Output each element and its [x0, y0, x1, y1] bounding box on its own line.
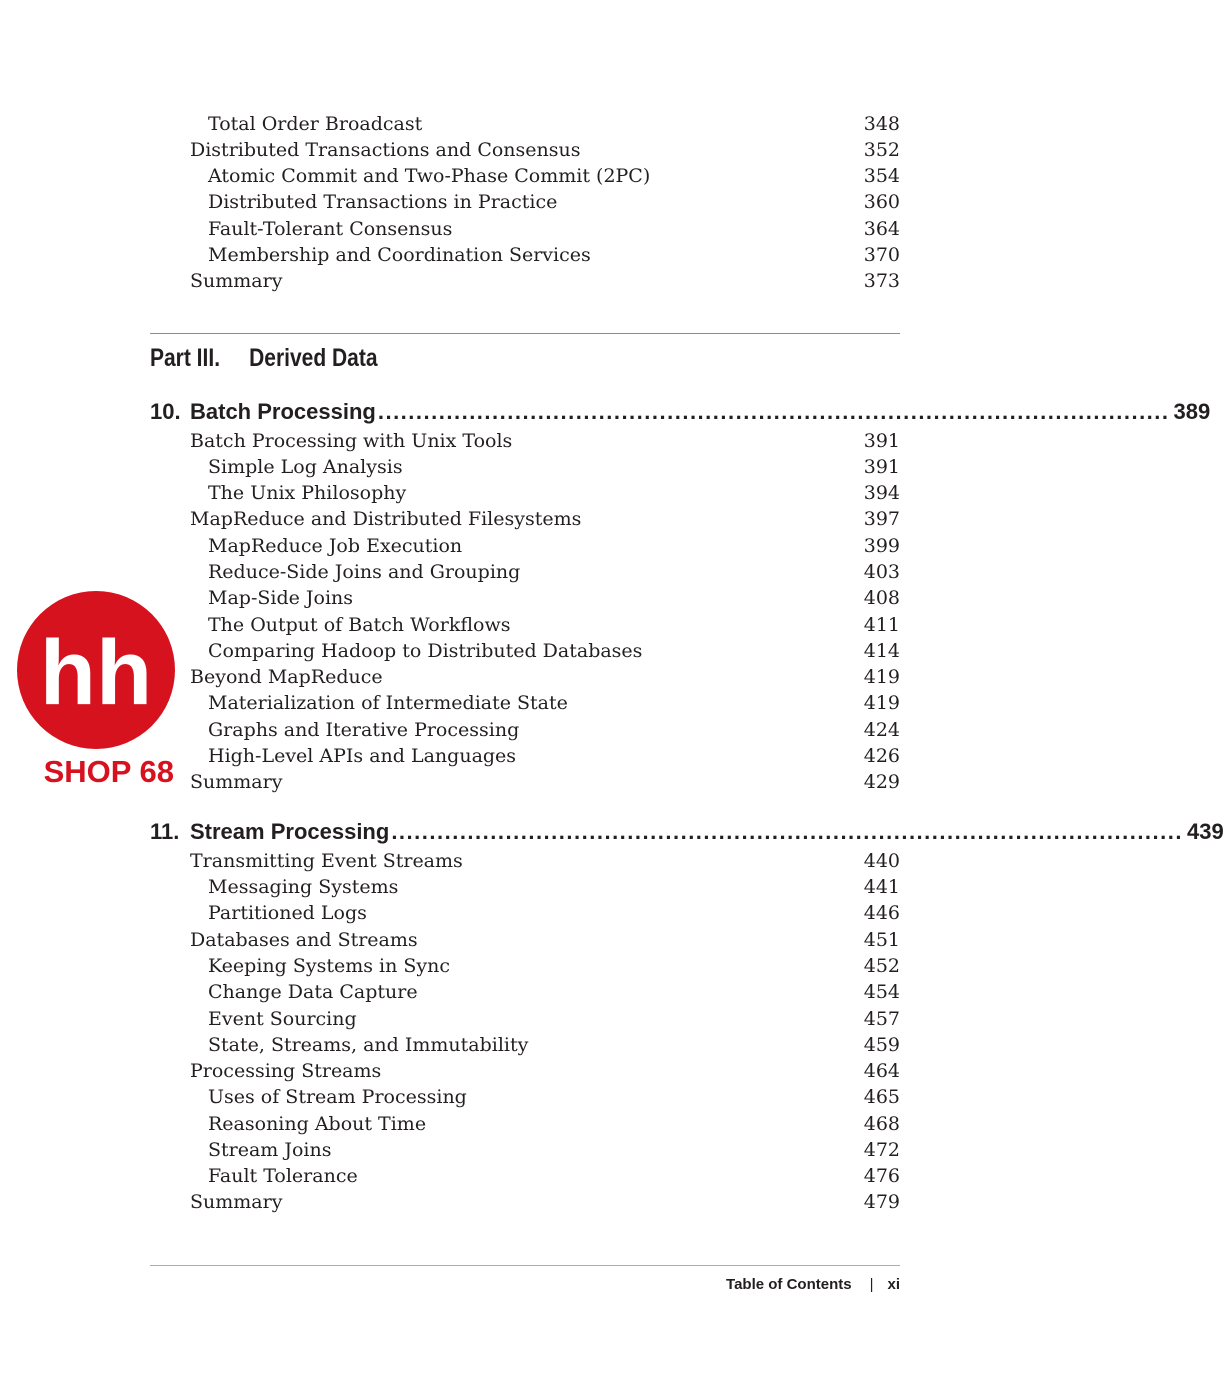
- toc-entry[interactable]: [150, 189, 900, 215]
- toc-entry[interactable]: [150, 1111, 900, 1137]
- toc-entry[interactable]: [150, 533, 900, 559]
- entry-page: 459: [863, 1034, 900, 1056]
- entry-title: Summary: [190, 771, 283, 793]
- part-heading: [150, 340, 378, 376]
- entry-title: Fault-Tolerant Consensus: [208, 218, 453, 240]
- entry-page: 394: [863, 482, 900, 504]
- entry-page: 348: [863, 113, 900, 135]
- entry-title: Event Sourcing: [208, 1008, 357, 1030]
- entry-page: 479: [863, 1191, 900, 1213]
- toc-entry[interactable]: [150, 1058, 900, 1084]
- toc-entry[interactable]: [150, 848, 900, 874]
- entry-title: The Unix Philosophy: [208, 482, 407, 504]
- entry-page: 373: [863, 270, 900, 292]
- entry-page: 364: [863, 218, 900, 240]
- toc-entry[interactable]: [150, 163, 900, 189]
- entry-title: Uses of Stream Processing: [208, 1086, 467, 1108]
- entry-page: 408: [863, 587, 900, 609]
- entry-title: Distributed Transactions in Practice: [208, 191, 558, 213]
- toc-entry[interactable]: [150, 874, 900, 900]
- entry-page: 419: [863, 666, 900, 688]
- entry-title: Fault Tolerance: [208, 1165, 358, 1187]
- toc-entry[interactable]: [150, 690, 900, 716]
- entry-page: 441: [863, 876, 900, 898]
- entry-title: State, Streams, and Immutability: [208, 1034, 529, 1056]
- toc-entry[interactable]: [150, 480, 900, 506]
- entry-title: Reasoning About Time: [208, 1113, 427, 1135]
- dot-leader: ........................................................................................................: [391, 819, 1183, 844]
- toc-entry[interactable]: [150, 268, 900, 294]
- entry-title: Messaging Systems: [208, 876, 399, 898]
- toc-entry[interactable]: [150, 769, 900, 795]
- dot-leader: ........................................................................................................: [377, 399, 1170, 424]
- entry-page: 476: [863, 1165, 900, 1187]
- toc-entry[interactable]: [150, 638, 900, 664]
- entry-page: 399: [863, 535, 900, 557]
- entry-title: Materialization of Intermediate State: [208, 692, 568, 714]
- toc-entry[interactable]: [150, 559, 900, 585]
- entry-page: 468: [863, 1113, 900, 1135]
- entry-page: 457: [863, 1008, 900, 1030]
- chapter-title: Stream Processing: [190, 819, 390, 844]
- toc-entry[interactable]: [150, 1189, 900, 1215]
- entry-page: 472: [863, 1139, 900, 1161]
- chapter-number: 10.: [150, 399, 181, 424]
- entry-title: Change Data Capture: [208, 981, 418, 1003]
- entry-page: 391: [863, 456, 900, 478]
- entry-page: 354: [863, 165, 900, 187]
- entry-title: MapReduce and Distributed Filesystems: [190, 508, 582, 530]
- entry-page: 360: [863, 191, 900, 213]
- part-title: Derived Data: [249, 344, 378, 372]
- entry-page: 454: [863, 981, 900, 1003]
- entry-title: Beyond MapReduce: [190, 666, 383, 688]
- entry-page: 446: [863, 902, 900, 924]
- entry-title: Comparing Hadoop to Distributed Databases: [208, 640, 643, 662]
- toc-entry[interactable]: [150, 137, 900, 163]
- entry-page: 414: [863, 640, 900, 662]
- entry-page: 397: [863, 508, 900, 530]
- entry-page: 391: [863, 430, 900, 452]
- footer-page-number: xi: [887, 1276, 900, 1293]
- part-divider: [150, 333, 900, 334]
- entry-page: 419: [863, 692, 900, 714]
- shop-text: SHOP 68: [43, 754, 174, 789]
- entry-title: Processing Streams: [190, 1060, 382, 1082]
- part-number: Part III.: [150, 344, 221, 372]
- toc-entry[interactable]: [150, 979, 900, 1005]
- entry-title: Total Order Broadcast: [208, 113, 423, 135]
- entry-page: 429: [863, 771, 900, 793]
- toc-entry[interactable]: [150, 1084, 900, 1110]
- entry-title: Membership and Coordination Services: [208, 244, 591, 266]
- toc-entry[interactable]: [150, 927, 900, 953]
- footer-separator: |: [869, 1276, 874, 1293]
- toc-entry[interactable]: [150, 1137, 900, 1163]
- entry-page: 403: [863, 561, 900, 583]
- entry-page: 370: [863, 244, 900, 266]
- entry-title: MapReduce Job Execution: [208, 535, 463, 557]
- entry-page: 464: [863, 1060, 900, 1082]
- toc-entry[interactable]: [150, 900, 900, 926]
- chapter-title: Batch Processing: [190, 399, 376, 424]
- entry-title: The Output of Batch Workflows: [208, 614, 511, 636]
- entry-page: 451: [863, 929, 900, 951]
- shop-watermark-logo: [0, 590, 190, 800]
- entry-title: Simple Log Analysis: [208, 456, 403, 478]
- entry-title: Keeping Systems in Sync: [208, 955, 451, 977]
- entry-page: 424: [863, 719, 900, 741]
- toc-entry[interactable]: [150, 454, 900, 480]
- toc-entry[interactable]: [150, 1006, 900, 1032]
- entry-title: Distributed Transactions and Consensus: [190, 139, 581, 161]
- entry-title: High-Level APIs and Languages: [208, 745, 517, 767]
- toc-entry[interactable]: [150, 428, 900, 454]
- entry-page: 411: [863, 614, 900, 636]
- chapter-page: 389: [1173, 399, 1211, 424]
- toc-entry[interactable]: [150, 664, 900, 690]
- entry-title: Map-Side Joins: [208, 587, 354, 609]
- toc-entry[interactable]: [150, 242, 900, 268]
- toc-entry[interactable]: [150, 1163, 900, 1189]
- entry-title: Transmitting Event Streams: [190, 850, 463, 872]
- page-footer: [726, 1273, 900, 1297]
- toc-entry[interactable]: [150, 717, 900, 743]
- toc-entry[interactable]: [150, 612, 900, 638]
- toc-entry[interactable]: [150, 585, 900, 611]
- toc-entry[interactable]: [150, 953, 900, 979]
- entry-page: 426: [863, 745, 900, 767]
- entry-title: Stream Joins: [208, 1139, 332, 1161]
- entry-page: 440: [863, 850, 900, 872]
- entry-title: Summary: [190, 270, 283, 292]
- footer-label: Table of Contents: [726, 1276, 852, 1293]
- toc-entry[interactable]: [150, 743, 900, 769]
- toc-entry[interactable]: [150, 1032, 900, 1058]
- entry-title: Batch Processing with Unix Tools: [190, 430, 513, 452]
- chapter-heading-10[interactable]: [150, 397, 1211, 427]
- entry-page: 452: [863, 955, 900, 977]
- logo-text: hh: [39, 622, 153, 724]
- chapter-heading-11[interactable]: [150, 817, 1224, 847]
- toc-entry[interactable]: [150, 216, 900, 242]
- toc-entry[interactable]: [150, 506, 900, 532]
- entry-title: Reduce-Side Joins and Grouping: [208, 561, 521, 583]
- chapter-number: 11.: [150, 819, 180, 844]
- entry-title: Graphs and Iterative Processing: [208, 719, 520, 741]
- entry-page: 352: [863, 139, 900, 161]
- footer-divider: [150, 1265, 900, 1266]
- chapter-page: 439: [1187, 819, 1224, 844]
- entry-page: 465: [863, 1086, 900, 1108]
- entry-title: Partitioned Logs: [208, 902, 367, 924]
- entry-title: Summary: [190, 1191, 283, 1213]
- toc-entry[interactable]: [150, 111, 900, 137]
- entry-title: Databases and Streams: [190, 929, 418, 951]
- entry-title: Atomic Commit and Two-Phase Commit (2PC): [208, 165, 651, 187]
